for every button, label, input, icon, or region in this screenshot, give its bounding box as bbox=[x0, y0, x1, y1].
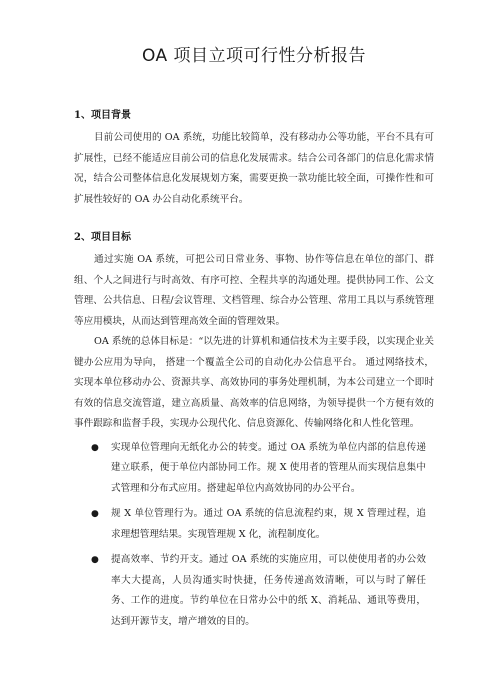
list-item bbox=[74, 550, 434, 632]
bullet-dot-icon: ● bbox=[91, 442, 99, 453]
bullet-text: 实现单位管理向无纸化办公的转变。通过 OA 系统为单位内部的信息传递建立联系，便于单位内部协同工作。规 X 使用者的管理从而实现信息集中式管理和分布式应用。搭建起单位内高效协同的办公平台。 bbox=[111, 441, 426, 494]
document-page bbox=[0, 44, 500, 691]
list-item bbox=[74, 438, 434, 500]
objectives-bullet-list bbox=[74, 438, 434, 633]
document-title: OA 项目立项可行性分析报告 bbox=[141, 46, 367, 66]
section-heading-objectives: 2、项目目标 bbox=[74, 232, 131, 243]
bullet-text: 规 X 单位管理行为。通过 OA 系统的信息流程约束，规 X 管理过程，追求理想管理结果。实现管理规 X 化，流程制度化。 bbox=[111, 508, 426, 540]
section-heading-background: 1、项目背景 bbox=[74, 110, 131, 121]
objectives-paragraph-2: OA 系统的总体目标是：“以先进的计算机和通信技术为主要手段，以实现企业关键办公应用为导向， 搭建一个覆盖全公司的自动化办公信息平台。 通过网络技术，实现本单位移动办公、资源共享、高效协同的事务处理机制，为本公司建立一个即时有效的信息交流管道，建立高质量、高效率的信息网络，为领导提供一个方便有效的事件跟踪和监督手段，实现办公现代化、信息资源化、传输网络化和人性化管理。 bbox=[74, 336, 434, 429]
bullet-dot-icon: ● bbox=[91, 555, 99, 565]
list-item bbox=[74, 504, 434, 545]
objectives-paragraph-1: 通过实施 OA 系统，可把公司日常业务、事物、协作等信息在单位的部门、群组、个人之间进行与时高效、有序可控、全程共享的沟通处理。提供协同工作、公文管理、公共信息、日程/会议管理、文档管理、综合办公管理、常用工具以与系统管理等应用模块，从而达到管理高效全面的管理效果。 bbox=[74, 254, 434, 327]
bullet-text: 提高效率、节约开支。通过 OA 系统的实施应用，可以使使用者的办公效率大大提高，人员沟通实时快捷，任务传递高效清晰，可以与时了解任务、工作的进度。节约单位在日常办公中的纸 X、消耗品、通讯等费用，达到开源节支，增产增效的目的。 bbox=[111, 554, 426, 627]
background-paragraph: 目前公司使用的 OA 系统，功能比较简单，没有移动办公等功能，平台不具有可扩展性，已经不能适应目前公司的信息化发展需求。结合公司各部门的信息化需求情况，结合公司整体信息化发展规划方案，需要更换一款功能比较全面，可操作性和可扩展性较好的 OA 办公自动化系统平台。 bbox=[74, 132, 434, 205]
bullet-dot-icon: ● bbox=[91, 509, 99, 519]
